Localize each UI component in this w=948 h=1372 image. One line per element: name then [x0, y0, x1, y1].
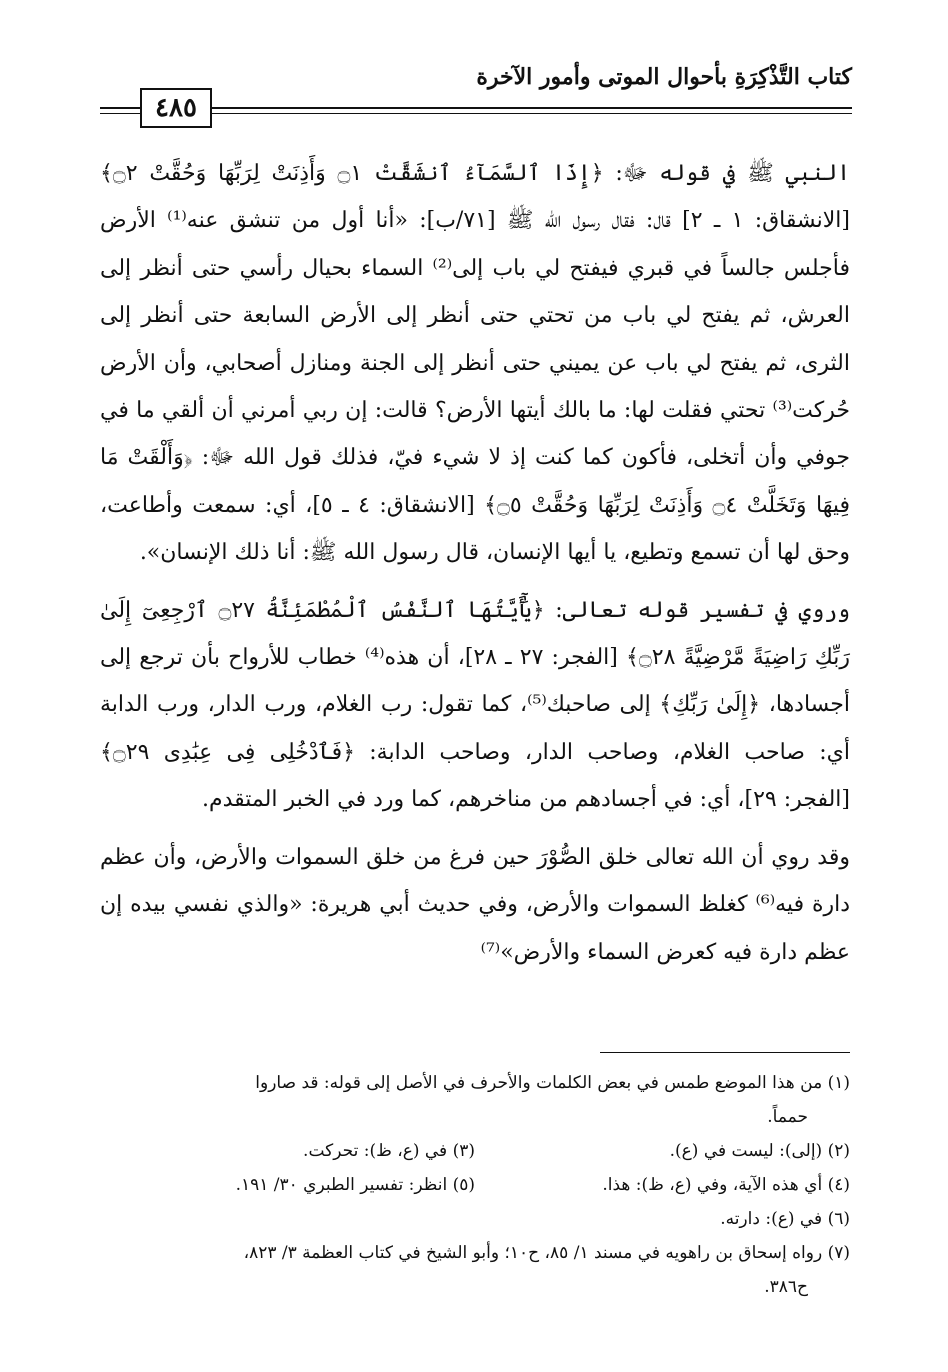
footnote: (٥) انظر: تفسير الطبري ٣٠/ ١٩١. [235, 1175, 475, 1195]
footnotes [100, 1066, 850, 1304]
footnote: (١) من هذا الموضع طمس في بعض الكلمات والأحرف في الأصل إلى قوله: قد صاروا [255, 1073, 850, 1093]
running-title: كتاب التَّذْكِرَةِ بأحوال الموتى وأمور الآخرة [476, 64, 852, 90]
main-text [100, 150, 850, 976]
header-rule-left [100, 107, 140, 114]
footnote-row [100, 1134, 850, 1168]
page-number: ٤٨٥ [140, 88, 212, 128]
footnote: (٧) رواه إسحاق بن راهويه في مسند ١/ ٨٥، ح١٠؛ وأبو الشيخ في كتاب العظمة ٣/ ٨٢٣، [243, 1243, 850, 1263]
paragraph: وقد روي أن الله تعالى خلق الصُّوْرَ حين فرغ من خلق السموات والأرض، وأن عظم دارة فيه⁽⁶⁾ كغلظ السموات والأرض، وفي حديث أبي هريرة: «والذي نفسي بيده إن عظم دارة فيه كعرض السماء والأرض»⁽⁷⁾ [100, 844, 851, 965]
footnote: (٤) أي هذه الآية، وفي (ع، ظ): هذا. [602, 1175, 850, 1195]
footnote: (٢) (إلى): ليست في (ع). [669, 1141, 850, 1161]
footnote: (٣) في (ع، ظ): تحركت. [303, 1141, 475, 1161]
paragraph: النبي ﷺ في قوله ﷻ: ﴿إِذَا ٱلسَّمَآءُ ٱنشَقَّتْ ۝١ وَأَذِنَتْ لِرَبِّهَا وَحُقَّتْ ۝٢﴾ [الانشقاق: ١ ـ ٢] قال: فقال رسول الله ﷺ [٧١/ب]: «أنا أول من تنشق عنه⁽¹⁾ الأرض فأجلس جالساً في قبري فيفتح لي باب إلى⁽²⁾ السماء بحيال رأسي حتى أنظر إلى العرش، ثم يفتح لي باب من تحتي حتى أنظر إلى الأرض السابعة حتى أنظر إلى الثرى، ثم يفتح لي باب عن يميني حتى أنظر إلى الجنة ومنازل أصحابي، وأن الأرض حُركت⁽³⁾ تحتي فقلت لها: ما بالك أيتها الأرض؟ قالت: إن ربي أمرني أن ألقي ما في جوفي وأن أتخلى، فأكون كما كنت إذ لا شيء فيّ، فذلك قول الله ﷻ: ﴿وَأَلْقَتْ مَا فِيهَا وَتَخَلَّتْ ۝٤ وَأَذِنَتْ لِرَبِّهَا وَحُقَّتْ ۝٥﴾ [الانشقاق: ٤ ـ ٥]، أي: سمعت وأطاعت، وحق لها أن تسمع وتطيع، يا أيها الإنسان، قال رسول الله ﷺ: أنا ذلك الإنسان». [100, 161, 851, 566]
header-rule [212, 107, 852, 114]
footnote: (٦) في (ع): دارته. [720, 1209, 850, 1229]
footnote-continuation: حمماً. [767, 1107, 808, 1127]
footnote-row [100, 1168, 850, 1202]
footnote-separator [600, 1052, 850, 1053]
footnote-continuation: ح٣٨٦. [764, 1277, 808, 1297]
paragraph: وروي في تفسير قوله تعالى: ﴿يَٰٓأَيَّتُهَا ٱلنَّفْسُ ٱلْمُطْمَئِنَّةُ ۝٢٧ ٱرْجِعِىٓ إِلَىٰ رَبِّكِ رَاضِيَةً مَّرْضِيَّةً ۝٢٨﴾ [الفجر: ٢٧ ـ ٢٨]، أن هذه⁽⁴⁾ خطاب للأرواح بأن ترجع إلى أجسادها، ﴿إِلَىٰ رَبِّكِ﴾ إلى صاحبك⁽⁵⁾، كما تقول: رب الغلام، ورب الدار، ورب الدابة أي: صاحب الغلام، وصاحب الدار، وصاحب الدابة: ﴿فَٱدْخُلِى فِى عِبَٰدِى ۝٢٩﴾ [الفجر: ٢٩]، أي: في أجسادهم من مناخرهم، كما ورد في الخبر المتقدم. [100, 597, 851, 813]
